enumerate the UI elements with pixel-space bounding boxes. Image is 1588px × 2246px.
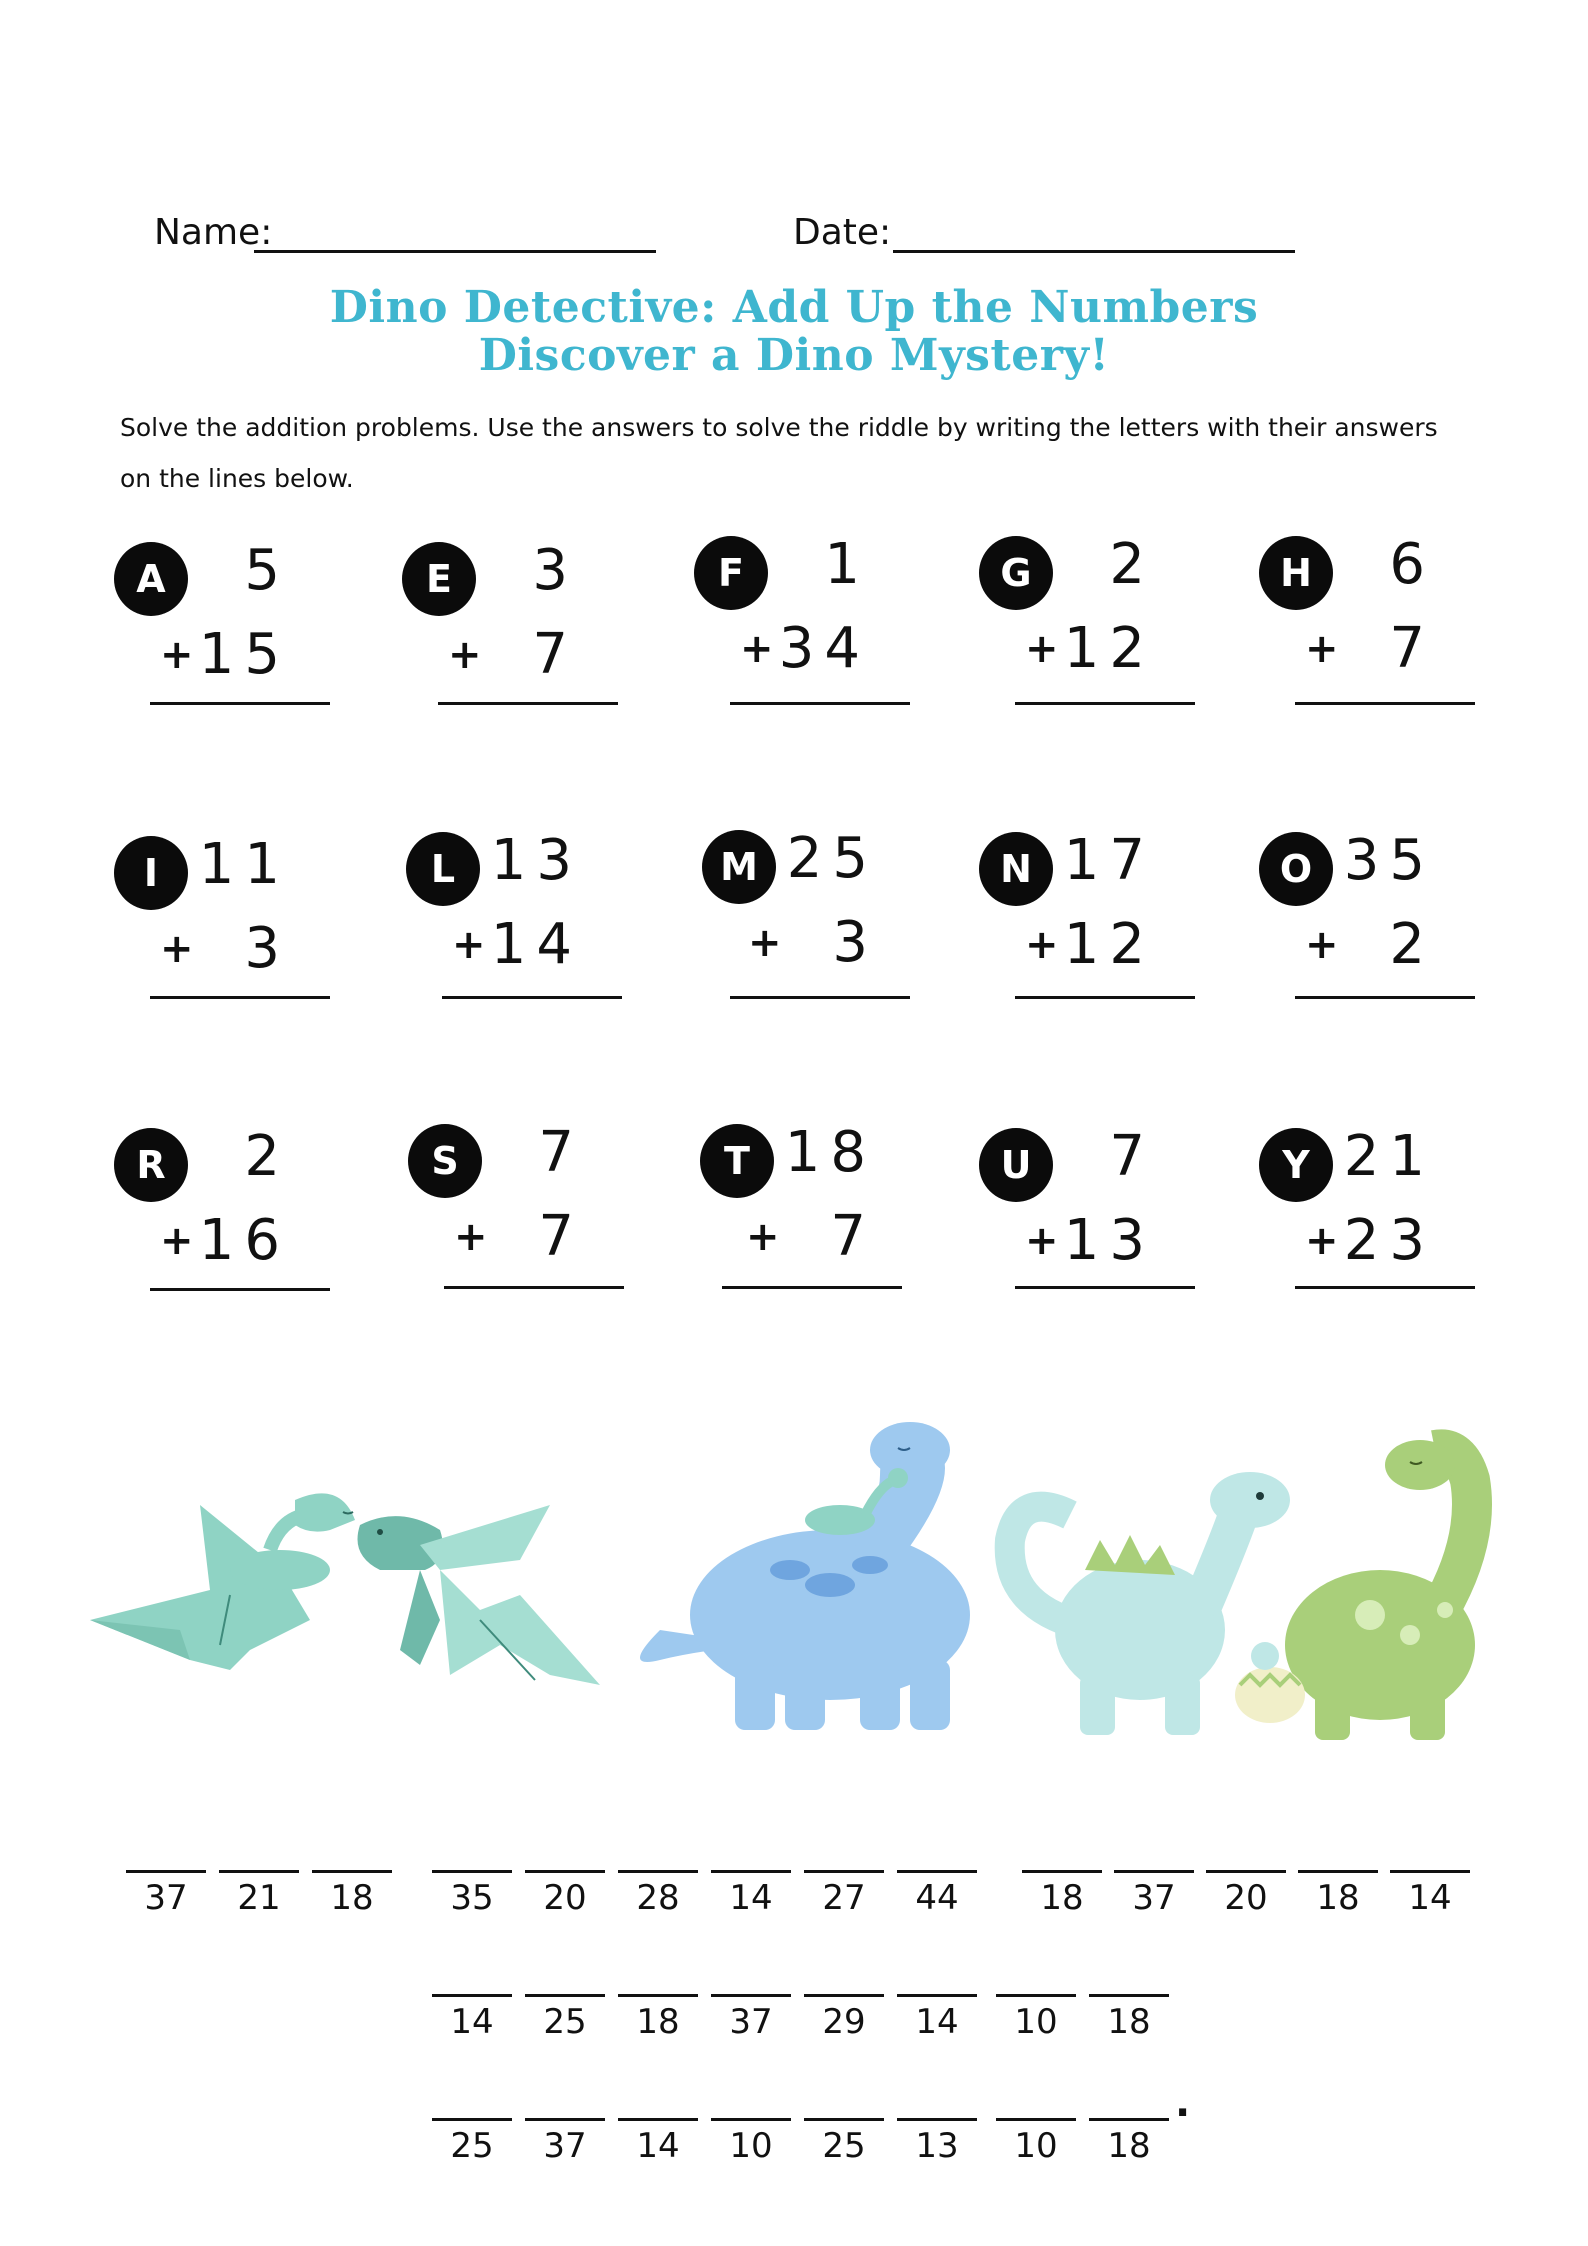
riddle-number: 18 xyxy=(1107,2126,1151,2166)
addend-top: 2 xyxy=(1109,532,1155,597)
answer-line[interactable] xyxy=(730,702,910,705)
riddle-number: 37 xyxy=(729,2002,773,2042)
riddle-number: 10 xyxy=(1014,2126,1058,2166)
problem-m xyxy=(708,826,888,1000)
riddle-blank[interactable] xyxy=(312,1870,392,1930)
riddle-blank[interactable] xyxy=(1206,1870,1286,1930)
addend-top: 17 xyxy=(1063,828,1155,893)
riddle-blank[interactable] xyxy=(219,1870,299,1930)
riddle-blank[interactable] xyxy=(618,1994,698,2054)
plus-sign: + xyxy=(748,920,782,966)
pterodactyl-2 xyxy=(358,1505,601,1685)
answer-line[interactable] xyxy=(150,702,330,705)
riddle-number: 44 xyxy=(915,1878,959,1918)
addend-bottom: 12 xyxy=(1063,912,1155,977)
date-field-line[interactable] xyxy=(893,250,1295,253)
riddle-number: 37 xyxy=(144,1878,188,1918)
problem-g xyxy=(985,532,1165,706)
addend-top: 7 xyxy=(1109,1124,1155,1189)
riddle-number: 37 xyxy=(1132,1878,1176,1918)
letter-badge: R xyxy=(114,1128,188,1202)
addend-top: 6 xyxy=(1389,532,1435,597)
riddle-blank[interactable] xyxy=(432,1994,512,2054)
problem-u xyxy=(985,1124,1165,1298)
answer-line[interactable] xyxy=(438,702,618,705)
answer-line[interactable] xyxy=(442,996,622,999)
riddle-blank[interactable] xyxy=(1089,1994,1169,2054)
answer-line[interactable] xyxy=(444,1286,624,1289)
riddle-number: 18 xyxy=(1316,1878,1360,1918)
addend-top: 1 xyxy=(824,532,870,597)
plus-sign: + xyxy=(160,926,194,972)
riddle-number: 13 xyxy=(915,2126,959,2166)
problem-a xyxy=(120,538,300,712)
riddle-blank[interactable] xyxy=(804,1870,884,1930)
name-field-line[interactable] xyxy=(254,250,656,253)
plus-sign: + xyxy=(746,1214,780,1260)
riddle-blank[interactable] xyxy=(126,1870,206,1930)
blue-brontosaurus xyxy=(640,1422,970,1730)
riddle-number: 10 xyxy=(1014,2002,1058,2042)
problem-h xyxy=(1265,532,1445,706)
answer-line[interactable] xyxy=(1015,702,1195,705)
answer-line[interactable] xyxy=(150,1288,330,1291)
addend-top: 5 xyxy=(244,538,290,603)
addend-top: 25 xyxy=(786,826,878,891)
riddle-blank[interactable] xyxy=(525,1994,605,2054)
date-label: Date: xyxy=(793,212,892,253)
riddle-blank[interactable] xyxy=(897,2118,977,2178)
riddle-blank[interactable] xyxy=(525,2118,605,2178)
addend-bottom: 7 xyxy=(538,1204,584,1269)
problem-e xyxy=(408,538,588,712)
problem-i xyxy=(120,832,300,1006)
addend-bottom: 3 xyxy=(244,916,290,981)
riddle-blank[interactable] xyxy=(897,1994,977,2054)
riddle-number: 18 xyxy=(330,1878,374,1918)
letter-badge: I xyxy=(114,836,188,910)
riddle-number: 35 xyxy=(450,1878,494,1918)
riddle-number: 21 xyxy=(237,1878,281,1918)
addend-bottom: 23 xyxy=(1343,1208,1435,1273)
riddle-number: 25 xyxy=(543,2002,587,2042)
problem-n xyxy=(985,828,1165,1002)
plus-sign: + xyxy=(1305,922,1339,968)
riddle-blank[interactable] xyxy=(897,1870,977,1930)
riddle-blank[interactable] xyxy=(711,1994,791,2054)
riddle-blank[interactable] xyxy=(711,1870,791,1930)
riddle-blank[interactable] xyxy=(1089,2118,1169,2178)
problem-s xyxy=(414,1120,594,1294)
title-line-2: Discover a Dino Mystery! xyxy=(478,330,1110,381)
riddle-blank[interactable] xyxy=(525,1870,605,1930)
problem-l xyxy=(412,828,592,1002)
addend-top: 35 xyxy=(1343,828,1435,893)
riddle-blank[interactable] xyxy=(1298,1870,1378,1930)
letter-badge: U xyxy=(979,1128,1053,1202)
plus-sign: + xyxy=(1305,1218,1339,1264)
problem-r xyxy=(120,1124,300,1298)
problem-y xyxy=(1265,1124,1445,1298)
problem-f xyxy=(700,532,880,706)
addend-bottom: 7 xyxy=(1389,616,1435,681)
plus-sign: + xyxy=(160,632,194,678)
answer-line[interactable] xyxy=(1015,1286,1195,1289)
riddle-number: 14 xyxy=(729,1878,773,1918)
instructions: Solve the addition problems. Use the answers to solve the riddle by writing the letters with their answers on the lines below. xyxy=(120,413,1438,493)
dinosaur-illustration xyxy=(80,1420,1520,1750)
riddle-number: 28 xyxy=(636,1878,680,1918)
problem-o xyxy=(1265,828,1445,1002)
letter-badge: A xyxy=(114,542,188,616)
riddle-number: 14 xyxy=(1408,1878,1452,1918)
pterodactyl-1 xyxy=(90,1493,355,1670)
riddle-number: 14 xyxy=(450,2002,494,2042)
addend-bottom: 13 xyxy=(1063,1208,1155,1273)
addend-bottom: 12 xyxy=(1063,616,1155,681)
riddle-number: 25 xyxy=(822,2126,866,2166)
answer-line[interactable] xyxy=(722,1286,902,1289)
riddle-blank[interactable] xyxy=(618,1870,698,1930)
title-line-1: Dino Detective: Add Up the Numbers xyxy=(329,282,1259,333)
riddle-blank[interactable] xyxy=(618,2118,698,2178)
riddle-number: 18 xyxy=(636,2002,680,2042)
addend-top: 2 xyxy=(244,1124,290,1189)
plus-sign: + xyxy=(1305,626,1339,672)
riddle-number: 20 xyxy=(543,1878,587,1918)
addend-bottom: 14 xyxy=(490,912,582,977)
plus-sign: + xyxy=(1025,1218,1059,1264)
letter-badge: H xyxy=(1259,536,1333,610)
letter-badge: O xyxy=(1259,832,1333,906)
riddle-blank[interactable] xyxy=(1022,1870,1102,1930)
letter-badge: E xyxy=(402,542,476,616)
addend-top: 11 xyxy=(198,832,290,897)
riddle-number: 20 xyxy=(1224,1878,1268,1918)
addend-bottom: 7 xyxy=(830,1204,876,1269)
plus-sign: + xyxy=(1025,922,1059,968)
answer-line[interactable] xyxy=(730,996,910,999)
riddle-number: 25 xyxy=(450,2126,494,2166)
riddle-blank[interactable] xyxy=(804,1994,884,2054)
letter-badge: Y xyxy=(1259,1128,1333,1202)
addend-bottom: 7 xyxy=(532,622,578,687)
letter-badge: T xyxy=(700,1124,774,1198)
addend-bottom: 16 xyxy=(198,1208,290,1273)
letter-badge: N xyxy=(979,832,1053,906)
letter-badge: G xyxy=(979,536,1053,610)
riddle-number: 37 xyxy=(543,2126,587,2166)
answer-line[interactable] xyxy=(1295,702,1475,705)
riddle-blank[interactable] xyxy=(996,1994,1076,2054)
riddle-number: 29 xyxy=(822,2002,866,2042)
riddle-blank[interactable] xyxy=(432,2118,512,2178)
answer-line[interactable] xyxy=(1295,996,1475,999)
riddle-blank[interactable] xyxy=(1390,1870,1470,1930)
riddle-number: 14 xyxy=(636,2126,680,2166)
riddle-blank[interactable] xyxy=(711,2118,791,2178)
plus-sign: + xyxy=(454,1214,488,1260)
addend-bottom: 15 xyxy=(198,622,290,687)
plus-sign: + xyxy=(1025,626,1059,672)
addend-bottom: 2 xyxy=(1389,912,1435,977)
riddle-number: 10 xyxy=(729,2126,773,2166)
plus-sign: + xyxy=(452,922,486,968)
addend-top: 7 xyxy=(538,1120,584,1185)
answer-line[interactable] xyxy=(150,996,330,999)
riddle-number: 14 xyxy=(915,2002,959,2042)
problem-t xyxy=(706,1120,886,1294)
riddle-number: 18 xyxy=(1040,1878,1084,1918)
name-label: Name: xyxy=(154,212,273,253)
riddle-number: 27 xyxy=(822,1878,866,1918)
riddle-end-period: . xyxy=(1175,2080,1191,2126)
letter-badge: F xyxy=(694,536,768,610)
riddle-blank[interactable] xyxy=(432,1870,512,1930)
letter-badge: S xyxy=(408,1124,482,1198)
letter-badge: M xyxy=(702,830,776,904)
riddle-blank[interactable] xyxy=(804,2118,884,2178)
addend-top: 21 xyxy=(1343,1124,1435,1189)
plus-sign: + xyxy=(740,626,774,672)
addend-top: 18 xyxy=(784,1120,876,1185)
riddle-blank[interactable] xyxy=(996,2118,1076,2178)
addend-top: 3 xyxy=(532,538,578,603)
addend-bottom: 3 xyxy=(832,910,878,975)
answer-line[interactable] xyxy=(1295,1286,1475,1289)
riddle-number: 18 xyxy=(1107,2002,1151,2042)
addend-top: 13 xyxy=(490,828,582,893)
plus-sign: + xyxy=(448,632,482,678)
letter-badge: L xyxy=(406,832,480,906)
addend-bottom: 34 xyxy=(778,616,870,681)
riddle-blank[interactable] xyxy=(1114,1870,1194,1930)
plus-sign: + xyxy=(160,1218,194,1264)
answer-line[interactable] xyxy=(1015,996,1195,999)
